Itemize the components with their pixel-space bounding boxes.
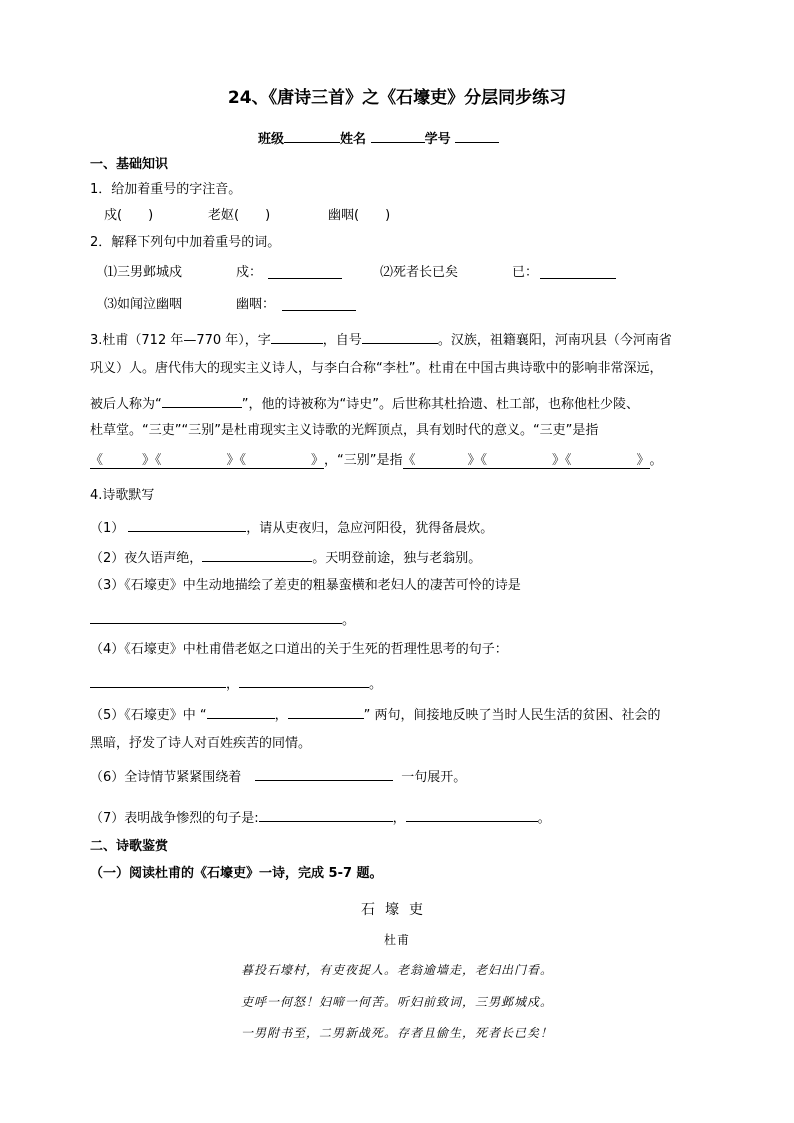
q4-p4-end: 。 <box>369 677 383 692</box>
q3-l5b: ，“三别”是指 <box>324 453 403 468</box>
q4-p7a: （7）表明战争惨烈的句子是: <box>90 811 259 826</box>
id-blank[interactable] <box>455 129 499 143</box>
q1-text: 1．给加着重号的字注音。 <box>90 182 242 197</box>
q3-sanli-blanks[interactable]: 《 》《 》《 》 <box>90 453 325 468</box>
q2-b-blank[interactable] <box>540 278 616 279</box>
q4-p3-answer <box>90 610 355 627</box>
name-blank[interactable] <box>371 129 425 143</box>
q4-p7 <box>90 808 551 825</box>
q3-l5d: 。 <box>649 453 663 468</box>
q4-p5-line2: 黑暗，抒发了诗人对百姓疾苦的同情。 <box>90 736 312 751</box>
q4-p3-blank[interactable] <box>90 610 342 624</box>
q3-l1a: 3.杜甫（712 年—770 年），字 <box>90 333 271 348</box>
q4-p4-mid: ， <box>226 677 240 692</box>
poem-author: 杜甫 <box>383 933 410 947</box>
q4-p2 <box>90 548 481 565</box>
q4-p7-mid: ， <box>392 811 406 826</box>
poem-title: 石壕吏 <box>361 902 433 918</box>
q4-p6b: 一句展开。 <box>401 770 467 785</box>
q3-line5 <box>90 454 663 469</box>
class-label: 班级 <box>258 132 285 147</box>
id-label: 学号 <box>424 132 451 147</box>
name-label: 姓名 <box>340 132 367 147</box>
q4-p1-blank[interactable] <box>128 518 246 532</box>
q4-p5-blank-2[interactable] <box>288 705 364 719</box>
class-blank[interactable] <box>284 129 340 143</box>
q3-sanbie-blanks[interactable]: 《 》《 》《 》 <box>402 453 650 468</box>
q2-c-blank[interactable] <box>282 310 356 311</box>
q4-p4-blank-2[interactable] <box>239 674 369 688</box>
q4-p7-blank-1[interactable] <box>259 808 393 822</box>
poem-line-1: 暮投石壕村，有吏夜捉人。老翁逾墙走，老妇出门看。 <box>240 963 553 977</box>
q4-p1 <box>90 518 493 535</box>
q4-p2a: （2）夜久语声绝， <box>90 551 203 566</box>
q3-line4: 杜草堂。“三吏”“三别”是杜甫现实主义诗歌的光辉顶点，具有划时代的意义。“三吏”是指 <box>90 423 599 438</box>
q4-p5a: （5）《石壕吏》中 “ <box>90 708 207 723</box>
q3-title-blank[interactable] <box>162 394 242 408</box>
q1-item-1: 戍( ) <box>104 208 154 223</box>
page-title: 24、《唐诗三首》之《石壕吏》分层同步练习 <box>227 88 567 108</box>
q3-hao-blank[interactable] <box>362 330 438 344</box>
q4-heading: 4.诗歌默写 <box>90 488 155 503</box>
section2-subheading: （一）阅读杜甫的《石壕吏》一诗，完成 5-7 题。 <box>90 866 383 881</box>
q1-item-3: 幽咽( ) <box>328 208 391 223</box>
student-info-line <box>258 129 499 146</box>
q4-p3: （3）《石壕吏》中生动地描绘了差吏的粗暴蛮横和老妇人的凄苦可怜的诗是 <box>90 578 521 593</box>
section2-heading: 二、诗歌鉴赏 <box>90 839 169 854</box>
q2-c-word: 幽咽： <box>236 297 276 312</box>
q4-p2-blank[interactable] <box>202 548 312 562</box>
q3-l1b: ，自号 <box>322 333 362 348</box>
poem-line-3: 一男附书至，二男新战死。存者且偷生，死者长已矣！ <box>240 1026 553 1040</box>
q4-p7-blank-2[interactable] <box>406 808 538 822</box>
q3-line1 <box>90 330 672 347</box>
q3-zi-blank[interactable] <box>271 330 323 344</box>
poem-line-2: 吏呼一何怒！妇啼一何苦。听妇前致词，三男邺城戍。 <box>240 995 553 1009</box>
q4-p5-blank-1[interactable] <box>207 705 275 719</box>
q3-line2: 巩义）人。唐代伟大的现实主义诗人，与李白合称“李杜”。杜甫在中国古典诗歌中的影响非常深远， <box>90 361 663 376</box>
q3-l3a: 被后人称为“ <box>90 397 162 412</box>
q3-l1c: 。汉族，祖籍襄阳，河南巩县（今河南省 <box>437 333 672 348</box>
q4-p3-end: 。 <box>342 613 356 628</box>
q2-c-sentence: ⑶如闻泣幽咽 <box>104 297 183 312</box>
q4-p6a: （6）全诗情节紧紧围绕着 <box>90 770 242 785</box>
q3-l3b: ”，他的诗被称为“诗史”。后世称其杜拾遗、杜工部，也称他杜少陵、 <box>241 397 639 412</box>
section1-heading: 一、基础知识 <box>90 157 169 172</box>
q2-b-word: 已： <box>512 265 539 280</box>
q2-a-word: 戍： <box>236 265 263 280</box>
q2-a-sentence: ⑴三男邺城戍 <box>104 265 183 280</box>
q4-p4-blank-1[interactable] <box>90 674 226 688</box>
q4-p1-text: ，请从吏夜归，急应河阳役，犹得备晨炊。 <box>246 521 494 536</box>
q4-p6-blank[interactable] <box>255 767 393 781</box>
q4-p7-end: 。 <box>537 811 551 826</box>
q2-text: 2．解释下列句中加着重号的词。 <box>90 235 281 250</box>
q4-p1-num: （1） <box>90 521 125 536</box>
q2-a-blank[interactable] <box>268 278 342 279</box>
q4-p6 <box>90 767 466 784</box>
q4-p5-mid: ， <box>274 708 288 723</box>
q4-p2b: 。天明登前途，独与老翁别。 <box>312 551 482 566</box>
q4-p5 <box>90 705 661 722</box>
q4-p4: （4）《石壕吏》中杜甫借老妪之口道出的关于生死的哲理性思考的句子： <box>90 642 508 657</box>
q3-line3 <box>90 394 639 411</box>
q1-item-2: 老妪( ) <box>208 208 271 223</box>
q2-b-sentence: ⑵死者长已矣 <box>380 265 459 280</box>
q4-p5b: ” 两句，间接地反映了当时人民生活的贫困、社会的 <box>363 708 661 723</box>
q4-p4-answer <box>90 674 382 691</box>
